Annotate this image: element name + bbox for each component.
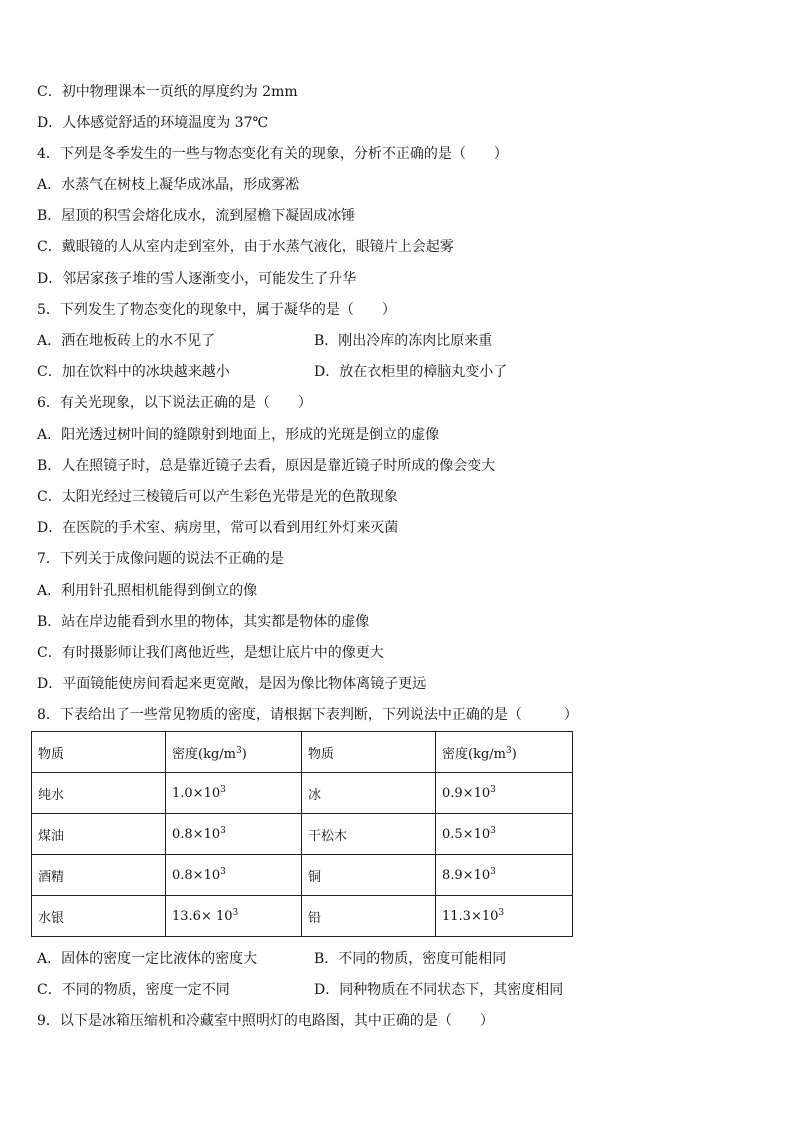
question-6: 6．有关光现象，以下说法正确的是（ ） bbox=[37, 395, 312, 411]
q8-option-c: C．不同的物质，密度一定不同 bbox=[37, 982, 230, 998]
q4-option-c: C．戴眼镜的人从室内走到室外，由于水蒸气液化，眼镜片上会起雾 bbox=[37, 239, 454, 255]
q4-option-a: A．水蒸气在树枝上凝华成冰晶，形成雾凇 bbox=[37, 177, 300, 193]
density-cell: $0.8\times 10^3$ bbox=[166, 814, 302, 855]
substance-cell: 铜 bbox=[302, 855, 436, 896]
q3-option-c: C．初中物理课本一页纸的厚度约为 2mm bbox=[37, 84, 298, 100]
substance-cell: 酒精 bbox=[32, 855, 166, 896]
q4-option-d: D．邻居家孩子堆的雪人逐渐变小，可能发生了升华 bbox=[37, 271, 357, 287]
q6-option-a: A．阳光透过树叶间的缝隙射到地面上，形成的光斑是倒立的虚像 bbox=[37, 427, 440, 443]
q7-option-a: A．利用针孔照相机能得到倒立的像 bbox=[37, 583, 258, 599]
q5-option-a: A．洒在地板砖上的水不见了 bbox=[37, 333, 216, 349]
question-7: 7．下列关于成像问题的说法不正确的是 bbox=[37, 551, 284, 567]
header-density-1: 密度$(kg/m^3)$ bbox=[166, 732, 302, 773]
question-9: 9．以下是冰箱压缩机和冷藏室中照明灯的电路图，其中正确的是（ ） bbox=[37, 1013, 494, 1029]
density-cell: $11.3\times 10^3$ bbox=[436, 896, 573, 937]
q7-option-c: C．有时摄影师让我们离他近些，是想让底片中的像更大 bbox=[37, 645, 384, 661]
header-substance-2: 物质 bbox=[302, 732, 436, 773]
q6-option-c: C．太阳光经过三棱镜后可以产生彩色光带是光的色散现象 bbox=[37, 489, 398, 505]
table-row bbox=[32, 896, 573, 937]
q8-option-b: B．不同的物质，密度可能相同 bbox=[314, 951, 507, 967]
question-4: 4．下列是冬季发生的一些与物态变化有关的现象，分析不正确的是（ ） bbox=[37, 146, 508, 162]
density-cell: $0.8\times 10^3$ bbox=[166, 855, 302, 896]
density-cell: $0.9\times 10^3$ bbox=[436, 773, 573, 814]
table-row bbox=[32, 855, 573, 896]
density-cell: $13.6\times 10^3$ bbox=[166, 896, 302, 937]
substance-cell: 铅 bbox=[302, 896, 436, 937]
density-cell: $0.5\times 10^3$ bbox=[436, 814, 573, 855]
q8-option-d: D．同种物质在不同状态下，其密度相同 bbox=[314, 982, 564, 998]
q5-option-b: B．刚出冷库的冻肉比原来重 bbox=[314, 333, 493, 349]
substance-cell: 冰 bbox=[302, 773, 436, 814]
header-substance-1: 物质 bbox=[32, 732, 166, 773]
substance-cell: 干松木 bbox=[302, 814, 436, 855]
density-cell: $8.9\times 10^3$ bbox=[436, 855, 573, 896]
substance-cell: 煤油 bbox=[32, 814, 166, 855]
table-header-row bbox=[32, 732, 573, 773]
q7-option-b: B．站在岸边能看到水里的物体，其实都是物体的虚像 bbox=[37, 614, 370, 630]
q8-option-a: A．固体的密度一定比液体的密度大 bbox=[37, 951, 258, 967]
q5-option-c: C．加在饮料中的冰块越来越小 bbox=[37, 364, 230, 380]
q4-option-b: B．屋顶的积雪会熔化成水，流到屋檐下凝固成冰锤 bbox=[37, 208, 356, 224]
density-cell: $1.0\times 10^3$ bbox=[166, 773, 302, 814]
density-table bbox=[31, 731, 573, 937]
q7-option-d: D．平面镜能使房间看起来更宽敞，是因为像比物体离镜子更远 bbox=[37, 676, 427, 692]
table-row bbox=[32, 773, 573, 814]
substance-cell: 纯水 bbox=[32, 773, 166, 814]
q6-option-d: D．在医院的手术室、病房里，常可以看到用红外灯来灭菌 bbox=[37, 520, 399, 536]
q3-option-d: D．人体感觉舒适的环境温度为 37℃ bbox=[37, 115, 269, 131]
question-8: 8．下表给出了一些常见物质的密度，请根据下表判断，下列说法中正确的是（ ） bbox=[37, 707, 578, 723]
table-row bbox=[32, 814, 573, 855]
q5-option-d: D．放在衣柜里的樟脑丸变小了 bbox=[314, 364, 508, 380]
substance-cell: 水银 bbox=[32, 896, 166, 937]
question-5: 5．下列发生了物态变化的现象中，属于凝华的是（ ） bbox=[37, 302, 396, 318]
q6-option-b: B．人在照镜子时，总是靠近镜子去看，原因是靠近镜子时所成的像会变大 bbox=[37, 458, 496, 474]
header-density-2: 密度$(kg/m^3)$ bbox=[436, 732, 573, 773]
